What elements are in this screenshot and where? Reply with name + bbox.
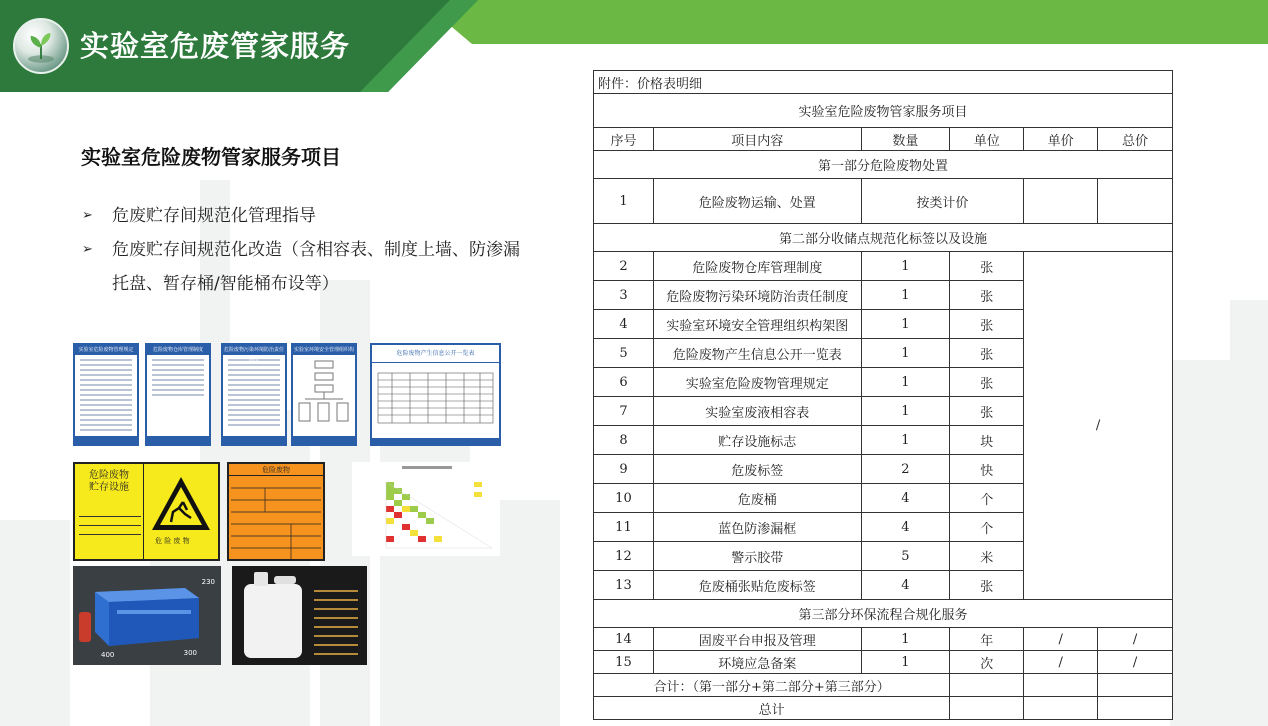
- row-unit: 块: [950, 426, 1024, 455]
- header-unit: 单位: [950, 128, 1024, 151]
- row-qty: 1: [861, 281, 950, 310]
- info-disclosure-doc-thumbnail: 危险废物产生信息公开一览表: [370, 343, 501, 446]
- row-price: /: [1024, 651, 1098, 674]
- header-price: 单价: [1024, 128, 1098, 151]
- row-qty: 4: [861, 484, 950, 513]
- row-no: 9: [594, 455, 654, 484]
- header-item: 项目内容: [653, 128, 861, 151]
- table-row: [594, 252, 1173, 281]
- warehouse-rules-doc-thumbnail: 危险废物仓库管理制度: [145, 343, 211, 446]
- row-no: 12: [594, 542, 654, 571]
- row-item: 危险废物污染环境防治责任制度: [653, 281, 861, 310]
- row-qty: 5: [861, 542, 950, 571]
- table-title: 实验室危险废物管家服务项目: [594, 94, 1173, 128]
- row-qty: 1: [861, 368, 950, 397]
- arrow-bullet-icon: ➢: [82, 242, 93, 257]
- row-item: 实验室废液相容表: [653, 397, 861, 426]
- row-no: 2: [594, 252, 654, 281]
- row-qty: 1: [861, 651, 950, 674]
- header-total: 总价: [1098, 128, 1173, 151]
- logo-icon: [13, 18, 69, 74]
- row-item: 危险废物仓库管理制度: [653, 252, 861, 281]
- bullet-text: 危废贮存间规范化管理指导: [112, 206, 316, 226]
- row-qty-unit: 按类计价: [861, 179, 1024, 224]
- row-qty: 1: [861, 252, 950, 281]
- table-header-row: [594, 128, 1173, 151]
- bullet-item: [82, 199, 522, 233]
- bullet-item: [82, 233, 522, 301]
- row-unit: 张: [950, 571, 1024, 600]
- row-qty: 2: [861, 455, 950, 484]
- total-value: [1098, 697, 1173, 720]
- compatibility-chart-thumbnail: [352, 462, 500, 556]
- row-total: [1098, 179, 1173, 224]
- row-item: 贮存设施标志: [653, 426, 861, 455]
- row-no: 13: [594, 571, 654, 600]
- waste-drum-thumbnail: [232, 566, 367, 665]
- subtotal-label: 合计：（第一部分+第二部分+第三部分）: [594, 674, 950, 697]
- bullet-text: 危废贮存间规范化改造（含相容表、制度上墙、防渗漏托盘、暂存桶/智能桶布设等）: [112, 240, 520, 294]
- price-detail-table: [593, 70, 1173, 720]
- table-row: [594, 628, 1173, 651]
- row-total: /: [1098, 651, 1173, 674]
- row-item: 危险废物运输、处置: [653, 179, 861, 224]
- row-item: 实验室环境安全管理组织构架图: [653, 310, 861, 339]
- row-no: 11: [594, 513, 654, 542]
- row-item: 环境应急备案: [653, 651, 861, 674]
- row-qty: 4: [861, 571, 950, 600]
- row-item: 危废桶: [653, 484, 861, 513]
- responsibility-doc-thumbnail: 危险废物污染环境防治责任制度: [221, 343, 287, 446]
- attachment-label: 附件：价格表明细: [594, 71, 1173, 94]
- total-label: 总计: [594, 697, 950, 720]
- leakproof-crate-thumbnail: 230 400 300: [73, 566, 221, 665]
- row-qty: 1: [861, 426, 950, 455]
- bullet-list: [82, 199, 522, 301]
- header-qty: 数量: [861, 128, 950, 151]
- arrow-bullet-icon: ➢: [82, 208, 93, 223]
- row-no: 8: [594, 426, 654, 455]
- row-price: /: [1024, 628, 1098, 651]
- row-item: 实验室危险废物管理规定: [653, 368, 861, 397]
- row-unit: 个: [950, 484, 1024, 513]
- table-row: [594, 651, 1173, 674]
- row-no: 15: [594, 651, 654, 674]
- hazard-label-thumbnail: 危险废物: [227, 462, 325, 561]
- part2-merged-price: /: [1024, 252, 1173, 600]
- header-no: 序号: [594, 128, 654, 151]
- row-unit: 快: [950, 455, 1024, 484]
- subtotal-unit: [950, 674, 1024, 697]
- row-unit: 米: [950, 542, 1024, 571]
- compatibility-matrix-icon: [352, 462, 500, 556]
- grid-table-icon: [372, 363, 499, 433]
- table-row: [594, 179, 1173, 224]
- total-price: [1024, 697, 1098, 720]
- total-row: [594, 697, 1173, 720]
- org-chart-doc-thumbnail: 实验室环境安全管理组织构架图: [291, 343, 357, 446]
- row-unit: 张: [950, 397, 1024, 426]
- row-no: 6: [594, 368, 654, 397]
- row-unit: 年: [950, 628, 1024, 651]
- row-item: 危险废物产生信息公开一览表: [653, 339, 861, 368]
- row-no: 1: [594, 179, 654, 224]
- row-no: 7: [594, 397, 654, 426]
- row-no: 10: [594, 484, 654, 513]
- row-item: 危废桶张贴危废标签: [653, 571, 861, 600]
- blue-crate-icon: [73, 566, 221, 665]
- row-unit: 个: [950, 513, 1024, 542]
- label-form-icon: [229, 476, 323, 560]
- row-unit: 张: [950, 339, 1024, 368]
- org-chart-icon: [293, 355, 355, 435]
- row-no: 4: [594, 310, 654, 339]
- part1-title: 第一部分危险废物处置: [594, 151, 1173, 179]
- row-no: 3: [594, 281, 654, 310]
- row-item: 蓝色防渗漏框: [653, 513, 861, 542]
- row-price: [1024, 179, 1098, 224]
- part3-title: 第三部分环保流程合规化服务: [594, 600, 1173, 628]
- row-qty: 1: [861, 628, 950, 651]
- hazard-warning-icon: [149, 474, 213, 534]
- row-qty: 1: [861, 310, 950, 339]
- row-no: 14: [594, 628, 654, 651]
- subtotal-row: [594, 674, 1173, 697]
- row-total: /: [1098, 628, 1173, 651]
- storage-sign-thumbnail: 危险废物 贮存设施 危 险 废 物: [73, 462, 220, 561]
- section-title: 实验室危险废物管家服务项目: [81, 145, 341, 169]
- row-qty: 1: [861, 397, 950, 426]
- total-unit: [950, 697, 1024, 720]
- row-qty: 4: [861, 513, 950, 542]
- banner-title: 实验室危废管家服务: [80, 29, 351, 63]
- subtotal-price: [1024, 674, 1098, 697]
- row-item: 固废平台申报及管理: [653, 628, 861, 651]
- row-qty: 1: [861, 339, 950, 368]
- row-unit: 张: [950, 252, 1024, 281]
- row-unit: 次: [950, 651, 1024, 674]
- part2-title: 第二部分收储点规范化标签以及设施: [594, 224, 1173, 252]
- row-item: 危废标签: [653, 455, 861, 484]
- row-item: 警示胶带: [653, 542, 861, 571]
- row-unit: 张: [950, 281, 1024, 310]
- row-unit: 张: [950, 310, 1024, 339]
- jerrycan-icon: [232, 566, 367, 665]
- subtotal-value: [1098, 674, 1173, 697]
- regulation-doc-thumbnail: 实验室危险废物管理规定: [73, 343, 139, 446]
- row-no: 5: [594, 339, 654, 368]
- row-unit: 张: [950, 368, 1024, 397]
